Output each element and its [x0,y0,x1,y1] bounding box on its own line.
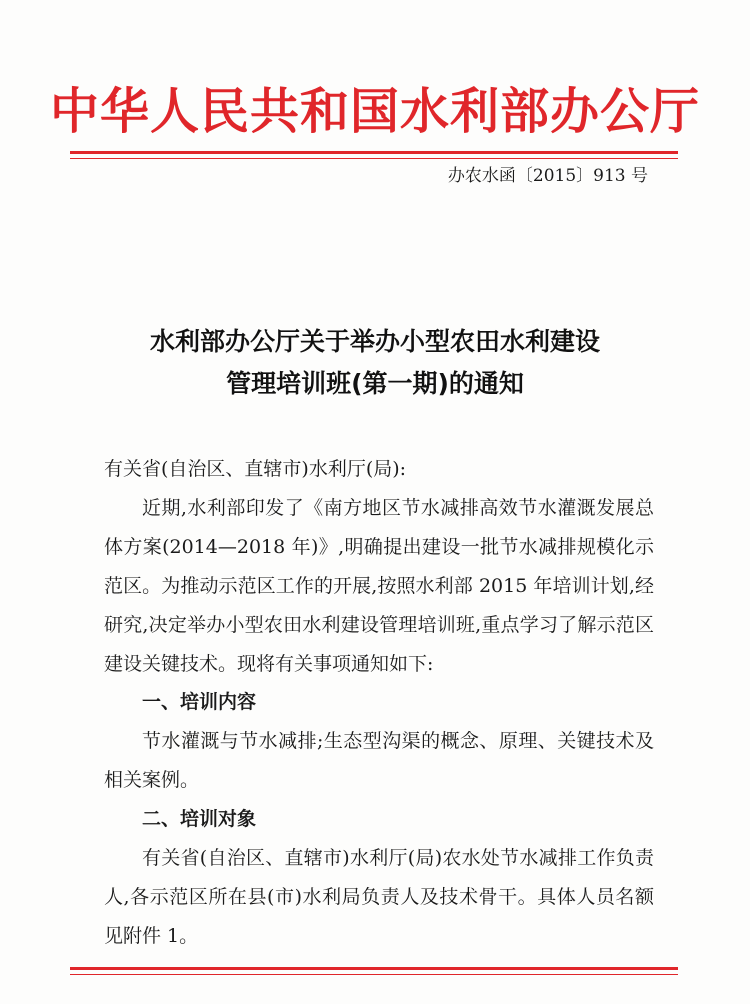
paragraph-intro: 近期,水利部印发了《南方地区节水减排高效节水灌溉发展总体方案(2014—2018 年)》,明确提出建设一批节水减排规模化示范区。为推动示范区工作的开展,按照水利部 2015 年培训计划,经研究,决定举办小型农田水利建设管理培训班,重点学习了解示范区建设关键技术。现将有关事项通知如下: [104,496,654,675]
document-title-line-2: 管理培训班(第一期)的通知 [226,369,524,398]
paragraph-training-content: 节水灌溉与节水减排;生态型沟渠的概念、原理、关键技术及相关案例。 [104,730,654,792]
paragraph-training-targets: 有关省(自治区、直辖市)水利厅(局)农水处节水减排工作负责人,各示范区所在县(市)水利局负责人及技术骨干。具体人员名额见附件 1。 [104,847,654,947]
document-number: 办农水函〔2015〕913 号 [447,166,648,186]
letterhead-rule-thin [70,158,678,159]
document-body [104,450,654,956]
salutation: 有关省(自治区、直辖市)水利厅(局): [104,458,407,480]
letterhead-org-name: 中华人民共和国水利部办公厅 [49,83,700,140]
footer-rule-thin [70,974,678,975]
section-heading-training-content: 一、培训内容 [142,691,257,714]
document-title-line-1: 水利部办公厅关于举办小型农田水利建设 [149,327,600,356]
footer-rule-thick [70,967,678,970]
letterhead-rule-thick [70,151,678,154]
section-heading-training-targets: 二、培训对象 [142,808,257,831]
